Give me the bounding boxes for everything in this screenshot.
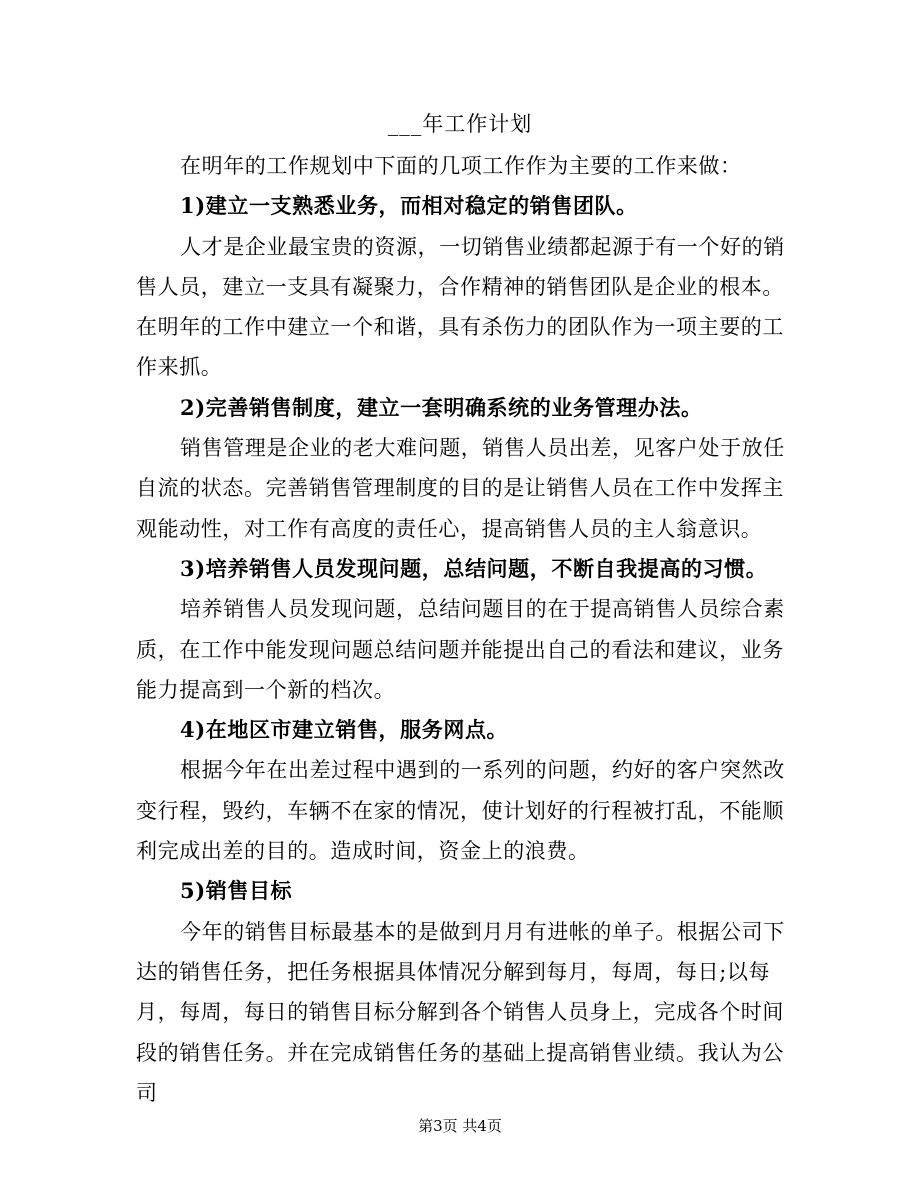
section-heading-5: 5)销售目标: [180, 878, 293, 904]
document-body: [136, 146, 786, 1113]
page-number: 第3页 共4页: [418, 1117, 502, 1135]
section-heading-2: 2)完善销售制度，建立一套明确系统的业务管理办法。: [180, 394, 703, 420]
section-heading-1: 1)建立一支熟悉业务，而相对稳定的销售团队。: [180, 193, 638, 219]
section-heading-3: 3)培养销售人员发现问题，总结问题，不断自我提高的习惯。: [180, 555, 768, 581]
section-body-1: 人才是企业最宝贵的资源，一切销售业绩都起源于有一个好的销售人员，建立一支具有凝聚力，合作精神的销售团队是企业的根本。在明年的工作中建立一个和谐，具有杀伤力的团队作为一项主要的工作来抓。: [136, 234, 785, 380]
section-body-4: 根据今年在出差过程中遇到的一系列的问题，约好的客户突然改变行程，毁约，车辆不在家的情况，使计划好的行程被打乱，不能顺利完成出差的目的。造成时间，资金上的浪费。: [136, 758, 785, 864]
section-body-5: 今年的销售目标最基本的是做到月月有进帐的单子。根据公司下达的销售任务，把任务根据具体情况分解到每月，每周，每日;以每月，每周，每日的销售目标分解到各个销售人员身上，完成各个时间段的销售任务。并在完成销售任务的基础上提高销售业绩。我认为公司: [136, 919, 785, 1105]
section-body-2: 销售管理是企业的老大难问题，销售人员出差，见客户处于放任自流的状态。完善销售管理制度的目的是让销售人员在工作中发挥主观能动性，对工作有高度的责任心，提高销售人员的主人翁意识。: [136, 436, 785, 541]
intro-paragraph: 在明年的工作规划中下面的几项工作作为主要的工作来做：: [180, 154, 742, 178]
document-title: ___年工作计划: [387, 112, 533, 136]
section-heading-4: 4)在地区市建立销售，服务网点。: [180, 717, 509, 743]
section-body-3: 培养销售人员发现问题，总结问题目的在于提高销售人员综合素质，在工作中能发现问题总结问题并能提出自己的看法和建议，业务能力提高到一个新的档次。: [136, 597, 785, 702]
